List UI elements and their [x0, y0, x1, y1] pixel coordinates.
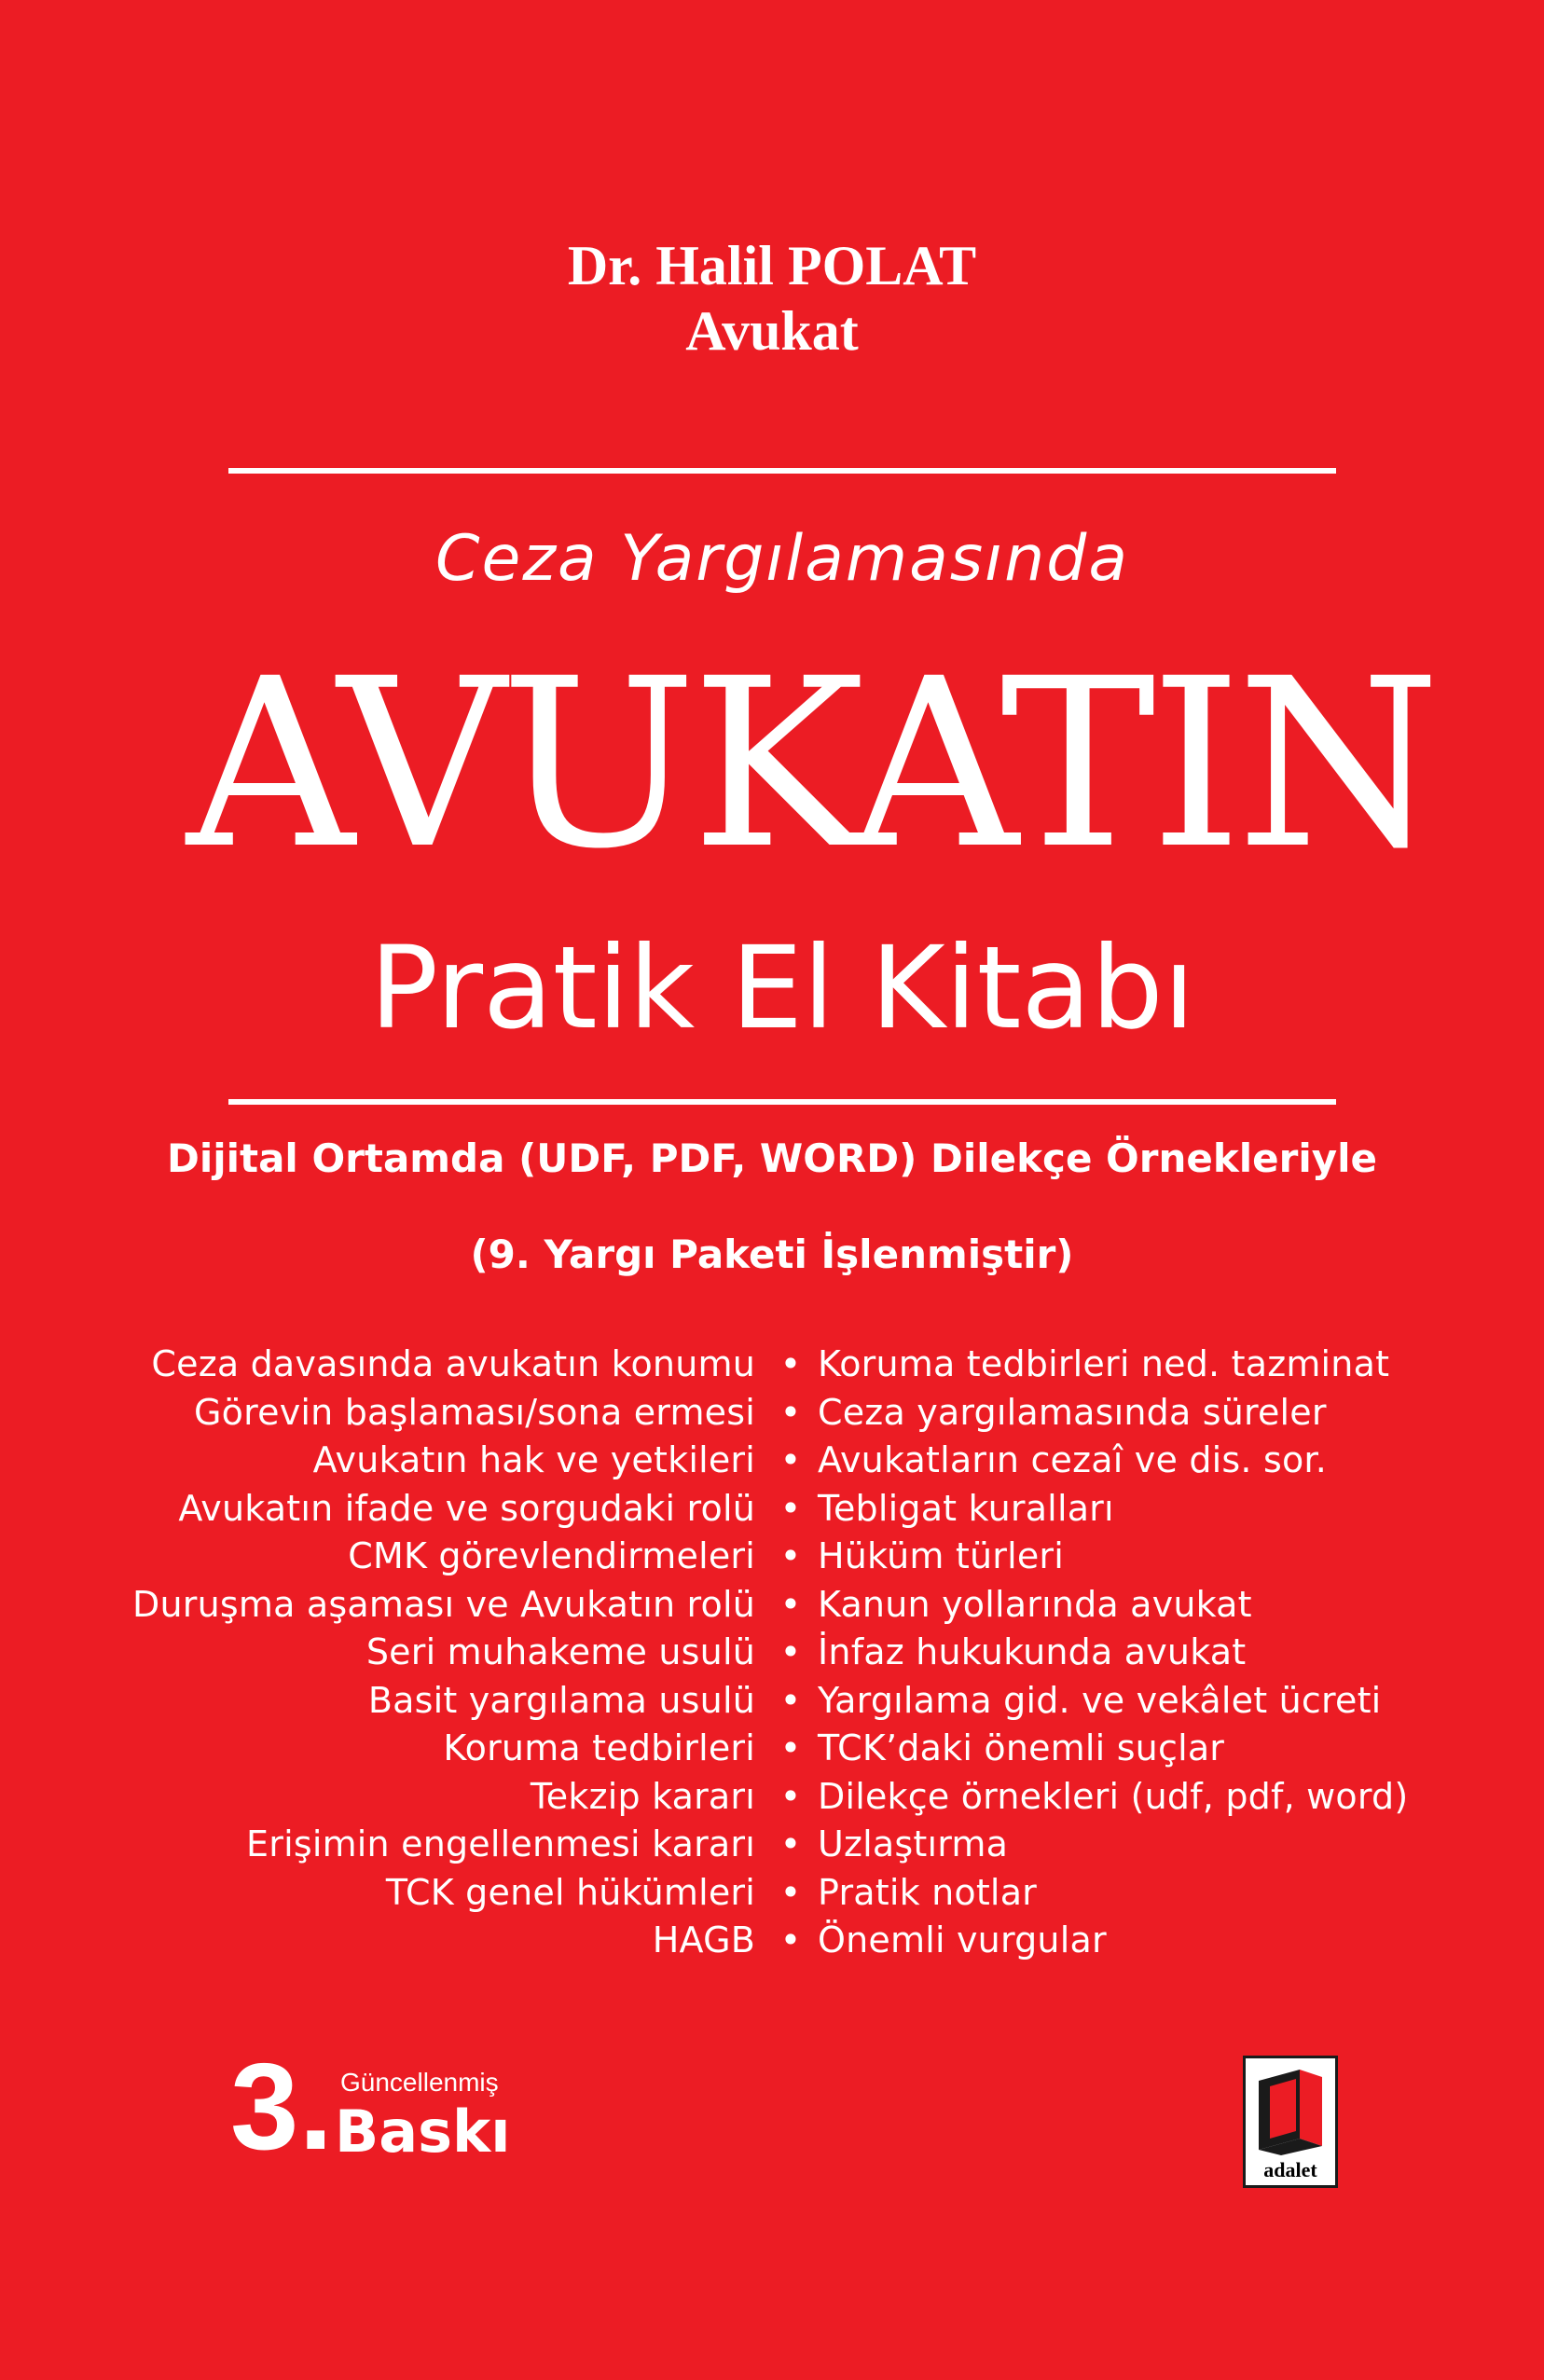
bullet-icon: • — [779, 1679, 802, 1721]
bullet-icon: • — [779, 1727, 802, 1768]
list-item: Ceza yargılamasında süreler — [818, 1391, 1327, 1433]
edition-number: 3. — [230, 2038, 334, 2175]
topic-column-left — [93, 1341, 755, 1965]
list-item: Koruma tedbirleri ned. tazminat — [818, 1343, 1390, 1384]
list-item: Basit yargılama usulü — [367, 1679, 755, 1721]
list-item: Hüküm türleri — [818, 1535, 1064, 1576]
list-item: Tekzip kararı — [530, 1775, 755, 1817]
divider-bottom — [228, 1099, 1336, 1105]
bullet-icon: • — [779, 1631, 802, 1672]
list-item: Dilekçe örnekleri (udf, pdf, word) — [818, 1775, 1409, 1817]
divider-top — [228, 468, 1336, 474]
author-name: Dr. Halil POLAT — [567, 235, 977, 296]
bullet-icon: • — [779, 1487, 802, 1529]
bullet-icon: • — [779, 1343, 802, 1384]
list-item: Yargılama gid. ve vekâlet ücreti — [818, 1679, 1382, 1721]
list-item: TCK’daki önemli suçlar — [818, 1727, 1225, 1768]
list-item: Koruma tedbirleri — [443, 1727, 755, 1768]
list-item: Ceza davasında avukatın konumu — [151, 1343, 755, 1384]
bullet-icon: • — [779, 1823, 802, 1864]
list-item: TCK genel hükümleri — [385, 1871, 755, 1913]
publisher-logo — [1243, 2056, 1338, 2188]
list-item: Duruşma aşaması ve Avukatın rolü — [132, 1583, 755, 1625]
list-item: Pratik notlar — [818, 1871, 1037, 1913]
list-item: Erişimin engellenmesi kararı — [246, 1823, 755, 1864]
book-icon — [1253, 2066, 1328, 2155]
bullet-icon: • — [779, 1919, 802, 1960]
edition-updated: Güncellenmiş — [340, 2068, 499, 2097]
list-item: Önemli vurgular — [818, 1919, 1107, 1960]
bullet-icon: • — [779, 1439, 802, 1480]
bullet-icon: • — [779, 1391, 802, 1433]
tagline-package: (9. Yargı Paketi İşlenmiştir) — [470, 1231, 1074, 1277]
list-item: Seri muhakeme usulü — [365, 1631, 755, 1672]
bullet-icon: • — [779, 1535, 802, 1576]
edition-badge — [230, 2037, 622, 2177]
subtitle: Pratik El Kitabı — [369, 922, 1195, 1054]
list-item: CMK görevlendirmeleri — [348, 1535, 755, 1576]
topic-column-right — [818, 1341, 1489, 1965]
edition-label: Baskı — [335, 2098, 511, 2166]
list-item: Tebligat kuralları — [818, 1487, 1114, 1529]
list-item: Avukatların cezaî ve dis. sor. — [818, 1439, 1328, 1480]
list-item: Avukatın hak ve yetkileri — [312, 1439, 755, 1480]
author-role: Avukat — [685, 300, 859, 362]
publisher-name: adalet — [1263, 2158, 1317, 2181]
list-item: HAGB — [652, 1919, 755, 1960]
bullet-icon: • — [779, 1583, 802, 1625]
list-item: Avukatın ifade ve sorgudaki rolü — [178, 1487, 755, 1529]
tagline-digital: Dijital Ortamda (UDF, PDF, WORD) Dilekçe Örnekleriyle — [166, 1135, 1378, 1181]
list-item: Uzlaştırma — [818, 1823, 1009, 1864]
list-item: Görevin başlaması/sona ermesi — [194, 1391, 755, 1433]
bullet-column — [772, 1341, 809, 1965]
bullet-icon: • — [779, 1775, 802, 1817]
bullet-icon: • — [779, 1871, 802, 1913]
main-title: AVUKATIN — [186, 628, 1436, 900]
list-item: Kanun yollarında avukat — [818, 1583, 1252, 1625]
list-item: İnfaz hukukunda avukat — [818, 1631, 1247, 1672]
pretitle: Ceza Yargılamasında — [435, 522, 1129, 596]
